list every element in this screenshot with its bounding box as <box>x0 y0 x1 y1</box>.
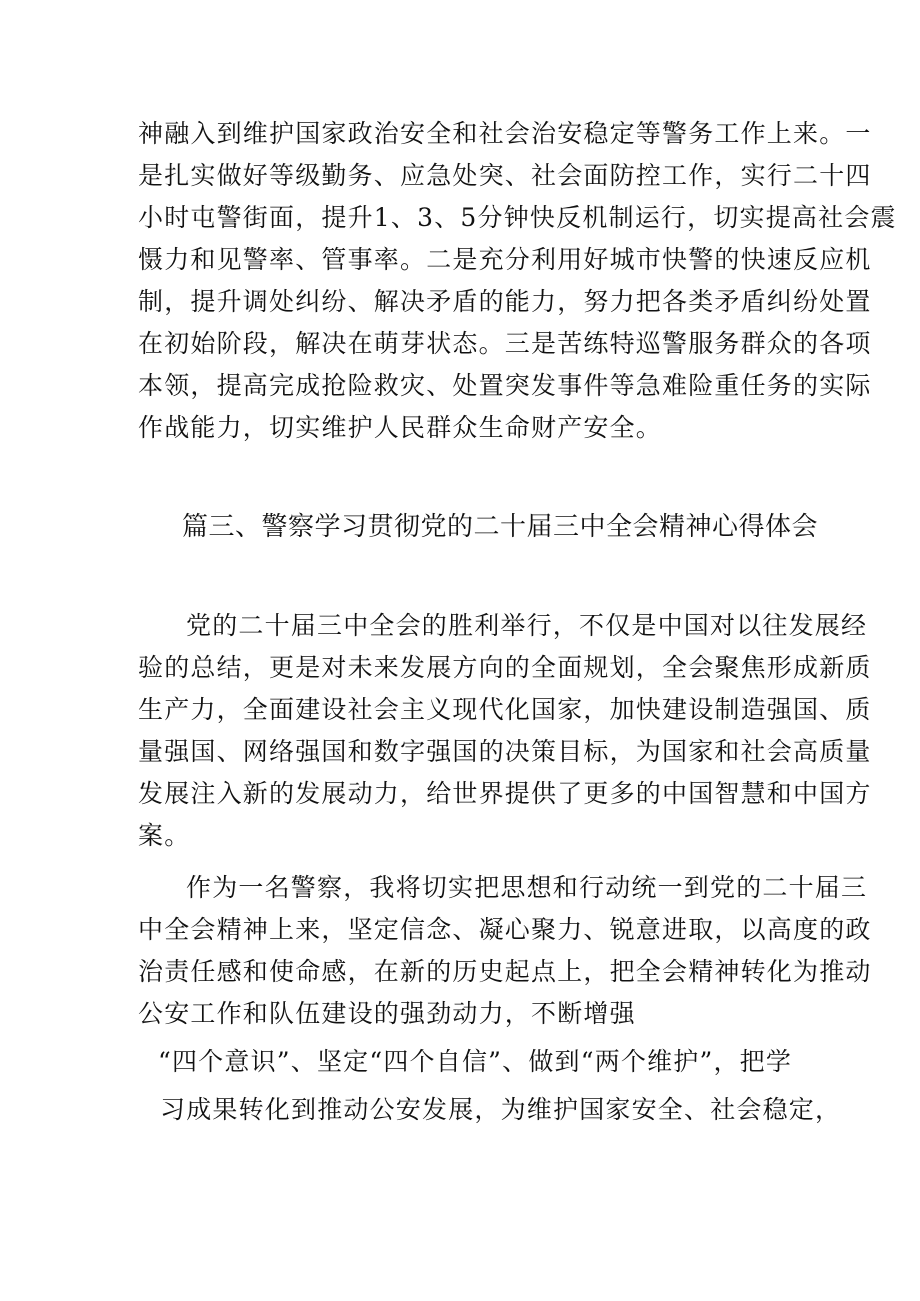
text-line: 在初始阶段，解决在萌芽状态。三是苦练特巡警服务群众的各项 <box>138 329 872 358</box>
text-line: 治责任感和使命感，在新的历史起点上，把全会精神转化为推动 <box>138 957 872 986</box>
text-line: 生产力，全面建设社会主义现代化国家，加快建设制造强国、质 <box>138 695 872 724</box>
text-line: 案。 <box>138 821 191 850</box>
text-line: 制，提升调处纠纷、解决矛盾的能力，努力把各类矛盾纠纷处置 <box>138 287 872 316</box>
text-line: 习成果转化到推动公安发展，为维护国家安全、社会稳定， <box>160 1095 842 1124</box>
text-line: 中全会精神上来，坚定信念、凝心聚力、锐意进取，以高度的政 <box>138 915 872 944</box>
text-line: 公安工作和队伍建设的强劲动力，不断增强 <box>138 999 636 1028</box>
text-line: 慑力和见警率、管事率。二是充分利用好城市快警的快速反应机 <box>138 245 872 274</box>
text-line: 作战能力，切实维护人民群众生命财产安全。 <box>138 413 663 442</box>
text-line: 作为一名警察，我将切实把思想和行动统一到党的二十届三 <box>186 873 868 902</box>
text-line: “四个意识”、坚定“四个自信”、做到“两个维护”，把学 <box>158 1047 793 1076</box>
text-line: 量强国、网络强国和数字强国的决策目标，为国家和社会高质量 <box>138 737 872 766</box>
text-line: 是扎实做好等级勤务、应急处突、社会面防控工作，实行二十四 <box>138 161 872 190</box>
text-line: 验的总结，更是对未来发展方向的全面规划，全会聚焦形成新质 <box>138 653 872 682</box>
text-line: 本领，提高完成抢险救灾、处置突发事件等急难险重任务的实际 <box>138 371 872 400</box>
text-line: 小时屯警街面，提升1、3、5分钟快反机制运行，切实提高社会震 <box>138 203 897 232</box>
text-line: 发展注入新的发展动力，给世界提供了更多的中国智慧和中国方 <box>138 779 872 808</box>
text-line: 党的二十届三中全会的胜利举行，不仅是中国对以往发展经 <box>186 611 868 640</box>
text-line: 神融入到维护国家政治安全和社会治安稳定等警务工作上来。一 <box>138 119 872 148</box>
section-heading: 篇三、警察学习贯彻党的二十届三中全会精神心得体会 <box>182 512 819 542</box>
